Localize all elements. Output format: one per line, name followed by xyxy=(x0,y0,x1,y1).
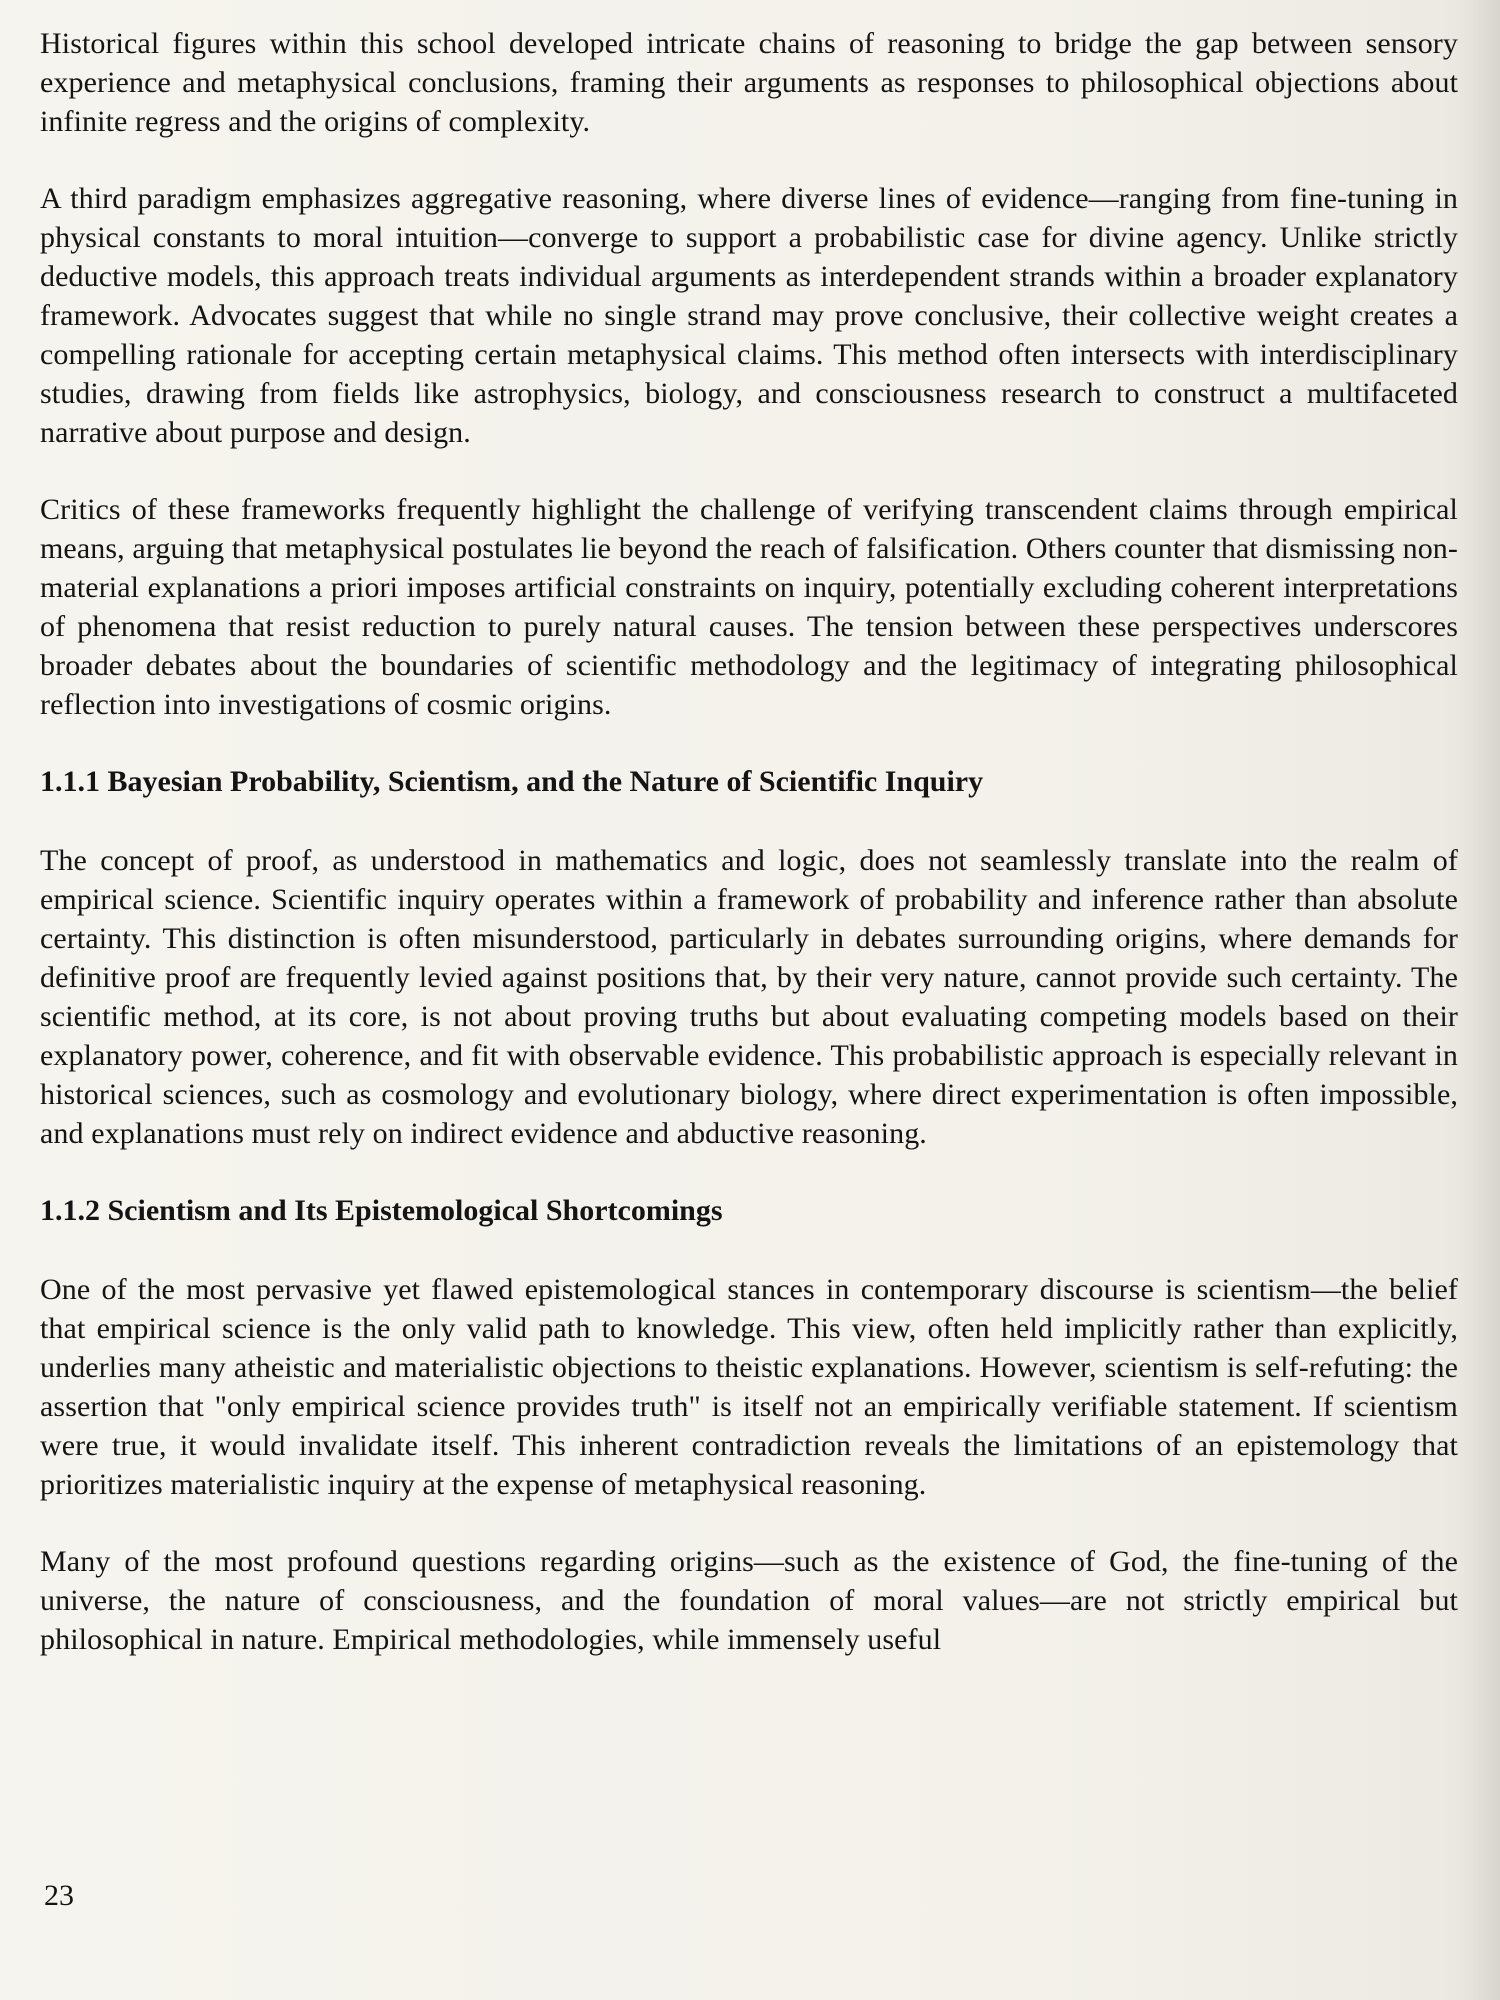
page-edge-shadow xyxy=(1464,0,1500,2000)
section-heading-1-1-2: 1.1.2 Scientism and Its Epistemological Shortcomings xyxy=(40,1194,723,1227)
paragraph-critics: Critics of these frameworks frequently highlight the challenge of verifying transcendent claims through empirical means, arguing that metaphysical postulates lie beyond the reach of falsification. Others counter that dismissing non-material explanations a priori imposes artificial constraints on inquiry, potentially excluding coherent interpretations of phenomena that resist reduction to purely natural causes. The tension between these perspectives underscores broader debates about the boundaries of scientific methodology and the legitimacy of integrating philosophical reflection into investigations of cosmic origins. xyxy=(40,493,1458,721)
paragraph-historical-figures: Historical figures within this school developed intricate chains of reasoning to bridge the gap between sensory experience and metaphysical conclusions, framing their arguments as responses to philosophical objections about infinite regress and the origins of complexity. xyxy=(40,27,1458,138)
paragraph-third-paradigm: A third paradigm emphasizes aggregative reasoning, where diverse lines of evidence—ranging from fine-tuning in physical constants to moral intuition—converge to support a probabilistic case for divine agency. Unlike strictly deductive models, this approach treats individual arguments as interdependent strands within a broader explanatory framework. Advocates suggest that while no single strand may prove conclusive, their collective weight creates a compelling rationale for accepting certain metaphysical claims. This method often intersects with interdisciplinary studies, drawing from fields like astrophysics, biology, and consciousness research to construct a multifaceted narrative about purpose and design. xyxy=(40,182,1458,449)
page-number: 23 xyxy=(44,1879,74,1912)
page-content xyxy=(40,24,1458,1697)
paragraph-concept-of-proof: The concept of proof, as understood in mathematics and logic, does not seamlessly translate into the realm of empirical science. Scientific inquiry operates within a framework of probability and inference rather than absolute certainty. This distinction is often misunderstood, particularly in debates surrounding origins, where demands for definitive proof are frequently levied against positions that, by their very nature, cannot provide such certainty. The scientific method, at its core, is not about proving truths but about evaluating competing models based on their explanatory power, coherence, and fit with observable evidence. This probabilistic approach is especially relevant in historical sciences, such as cosmology and evolutionary biology, where direct experimentation is often impossible, and explanations must rely on indirect evidence and abductive reasoning. xyxy=(40,844,1458,1150)
paragraph-profound-questions: Many of the most profound questions regarding origins—such as the existence of God, the fine-tuning of the universe, the nature of consciousness, and the foundation of moral values—are not strictly empirical but philosophical in nature. Empirical methodologies, while immensely useful xyxy=(40,1545,1458,1656)
paragraph-scientism: One of the most pervasive yet flawed epistemological stances in contemporary discourse is scientism—the belief that empirical science is the only valid path to knowledge. This view, often held implicitly rather than explicitly, underlies many atheistic and materialistic objections to theistic explanations. However, scientism is self-refuting: the assertion that "only empirical science provides truth" is itself not an empirically verifiable statement. If scientism were true, it would invalidate itself. This inherent contradiction reveals the limitations of an epistemology that prioritizes materialistic inquiry at the expense of metaphysical reasoning. xyxy=(40,1273,1458,1501)
section-heading-1-1-1: 1.1.1 Bayesian Probability, Scientism, and the Nature of Scientific Inquiry xyxy=(40,765,984,798)
